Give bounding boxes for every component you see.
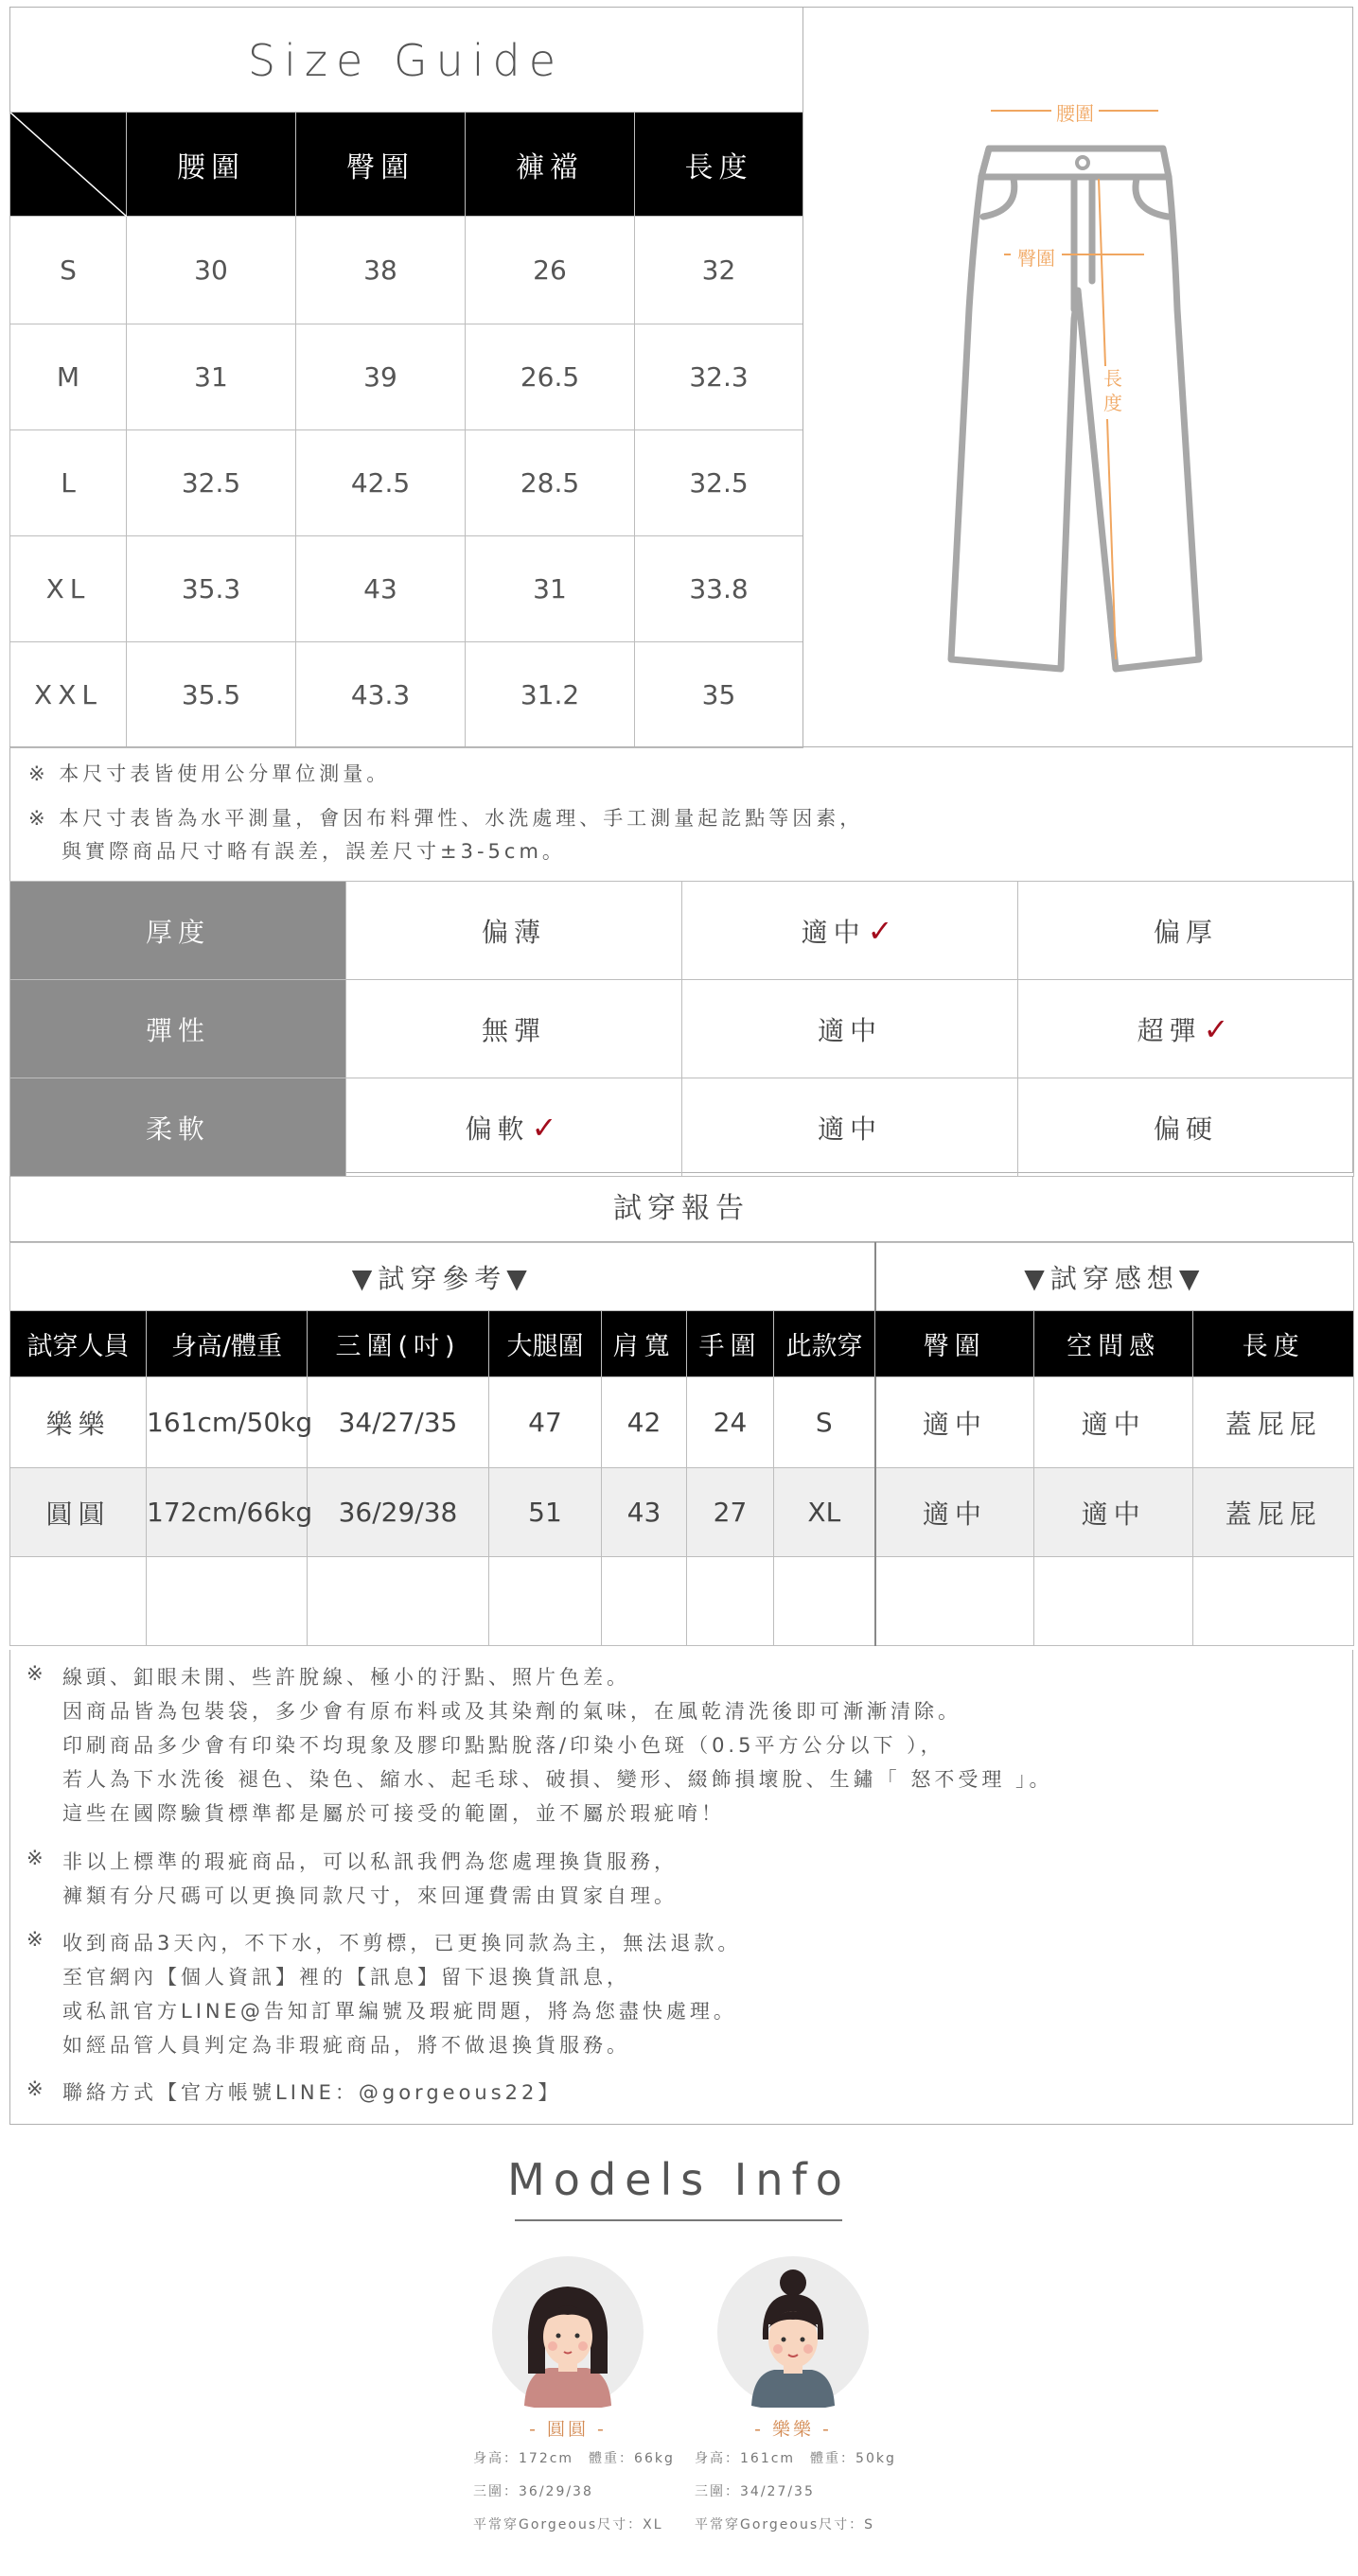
option-text: 適中 [801, 916, 866, 948]
size-value: 35 [635, 642, 803, 748]
cell: 161cm/50kg [147, 1377, 308, 1468]
size-note-line: ※ 本尺寸表皆為水平測量，會因布料彈性、水洗處理、手工測量起訖點等因素， [28, 807, 864, 830]
fabric-label: 柔軟 [10, 1078, 346, 1177]
col-header: 長度 [1193, 1311, 1354, 1377]
model-stat: 三圍：34/27/35 [695, 2484, 815, 2499]
policy-line [26, 2030, 1342, 2077]
cell [147, 1557, 308, 1646]
policy-line [26, 1696, 1342, 1730]
size-guide-title: Size Guide [247, 35, 565, 86]
size-value: 35.5 [127, 642, 296, 748]
size-value: 38 [296, 217, 466, 324]
note-mark: ※ [26, 2077, 47, 2100]
fabric-row-thickness [10, 882, 1354, 980]
table-row [10, 1377, 1354, 1468]
cell: 適中 [875, 1377, 1034, 1468]
size-note-line: 與實際商品尺寸略有誤差，誤差尺寸±3-5cm。 [62, 840, 566, 863]
fabric-option [346, 882, 682, 980]
option-text: 偏厚 [1153, 916, 1218, 948]
avatar [454, 2256, 681, 2408]
size-value: 33.8 [635, 536, 803, 642]
model-stat: 三圍：36/29/38 [473, 2484, 593, 2499]
option-text: 適中 [817, 1113, 882, 1145]
cell: 24 [687, 1377, 774, 1468]
size-label: XL [10, 536, 127, 642]
option-text: 超彈 [1137, 1014, 1202, 1046]
cell: XL [774, 1468, 875, 1557]
col-header-hip: 臀圍 [296, 113, 466, 217]
table-row [10, 324, 803, 430]
note-text: 褲類有分尺碼可以更換同款尺寸，來回運費需由買家自理。 [62, 1884, 678, 1907]
size-value: 30 [127, 217, 296, 324]
col-header: 空間感 [1034, 1311, 1193, 1377]
model-name: - 圓圓 - [529, 2419, 607, 2440]
size-notes [9, 746, 1353, 881]
cell: 51 [489, 1468, 602, 1557]
col-header: 試穿人員 [10, 1311, 147, 1377]
size-value: 31 [127, 324, 296, 430]
option-text: 偏硬 [1153, 1113, 1218, 1145]
check-mark-icon: ✓ [531, 1109, 563, 1146]
note-text: 因商品皆為包裝袋，多少會有原布料或及其染劑的氣味，在風乾清洗後即可漸漸清除。 [62, 1700, 961, 1723]
table-row [10, 217, 803, 324]
avatar [679, 2256, 907, 2408]
pants-diagram-panel [802, 7, 1353, 746]
size-label: S [10, 217, 127, 324]
size-label: M [10, 324, 127, 430]
cell: 27 [687, 1468, 774, 1557]
models-title: Models Info [507, 2154, 851, 2205]
policy-line [26, 1881, 1342, 1928]
policy-line [26, 1798, 1342, 1847]
size-value: 39 [296, 324, 466, 430]
size-note-line: ※ 本尺寸表皆使用公分單位測量。 [28, 762, 391, 785]
policy-line [26, 1928, 1342, 1962]
size-value: 32.5 [127, 430, 296, 536]
cell [308, 1557, 489, 1646]
note-text: 印刷商品多少會有印染不均現象及膠印點點脫落/印染小色斑（0.5平方公分以下 ）， [62, 1734, 944, 1757]
cell: 47 [489, 1377, 602, 1468]
cell [774, 1557, 875, 1646]
size-value: 43 [296, 536, 466, 642]
model-stat: 平常穿Gorgeous尺寸：S [695, 2517, 875, 2532]
note-text: 或私訊官方LINE@告知訂單編號及瑕疵問題，將為您盡快處理。 [62, 2000, 737, 2023]
cell: 34/27/35 [308, 1377, 489, 1468]
fabric-table [9, 881, 1354, 1177]
policy-line [26, 2077, 1342, 2112]
feel-title: ▼試穿感想▼ [875, 1243, 1354, 1311]
policy-line [26, 1996, 1342, 2030]
cell [1034, 1557, 1193, 1646]
fabric-option [1018, 980, 1354, 1078]
cell: 適中 [1034, 1377, 1193, 1468]
cell [875, 1557, 1034, 1646]
col-header: 臀圍 [875, 1311, 1034, 1377]
table-row [10, 536, 803, 642]
note-text: 收到商品3天內，不下水，不剪標，已更換同款為主，無法退款。 [62, 1932, 742, 1954]
fabric-label: 厚度 [10, 882, 346, 980]
size-value: 26 [466, 217, 635, 324]
col-header: 肩寬 [602, 1311, 687, 1377]
size-value: 31 [466, 536, 635, 642]
policy-line [26, 1662, 1342, 1696]
fabric-option [682, 980, 1018, 1078]
policy-line [26, 1847, 1342, 1881]
model-stat: 平常穿Gorgeous尺寸：XL [473, 2517, 663, 2532]
fabric-option [346, 1078, 682, 1177]
option-text: 無彈 [481, 1014, 546, 1046]
fabric-option [1018, 882, 1354, 980]
size-table [9, 112, 803, 748]
note-text: 這些在國際驗貨標準都是屬於可接受的範圍，並不屬於瑕疵唷！ [62, 1802, 725, 1825]
option-text: 偏薄 [481, 916, 546, 948]
note-mark: ※ [26, 1928, 47, 1951]
cell [10, 1557, 147, 1646]
size-value: 26.5 [466, 324, 635, 430]
col-header-length: 長度 [635, 113, 803, 217]
size-value: 42.5 [296, 430, 466, 536]
cell: 適中 [1034, 1468, 1193, 1557]
size-value: 28.5 [466, 430, 635, 536]
size-value: 43.3 [296, 642, 466, 748]
cell [602, 1557, 687, 1646]
size-value: 32.5 [635, 430, 803, 536]
cell: S [774, 1377, 875, 1468]
check-mark-icon: ✓ [1203, 1010, 1235, 1047]
length-label: 長度 [1103, 367, 1122, 414]
col-header-waist: 腰圍 [127, 113, 296, 217]
policy-line [26, 1730, 1342, 1764]
fabric-option [346, 980, 682, 1078]
cell: 適中 [875, 1468, 1034, 1557]
size-value: 32 [635, 217, 803, 324]
reference-title: ▼試穿參考▼ [10, 1243, 875, 1311]
col-header-rise: 褲襠 [466, 113, 635, 217]
note-text: 非以上標準的瑕疵商品，可以私訊我們為您處理換貨服務， [62, 1850, 678, 1873]
note-mark: ※ [26, 1662, 47, 1685]
cell: 蓋屁屁 [1193, 1468, 1354, 1557]
diagonal-line [10, 113, 127, 217]
col-header: 大腿圍 [489, 1311, 602, 1377]
cell: 樂樂 [10, 1377, 147, 1468]
policy-line [26, 1764, 1342, 1798]
policy-line [26, 1962, 1342, 1996]
fabric-label: 彈性 [10, 980, 346, 1078]
table-row [10, 642, 803, 748]
fabric-row-softness [10, 1078, 1354, 1177]
col-header: 手圍 [687, 1311, 774, 1377]
corner-cell [10, 113, 127, 217]
note-text: 至官網內【個人資訊】裡的【訊息】留下退換貨訊息， [62, 1966, 630, 1989]
model-card-lele [679, 2256, 907, 2540]
table-row [10, 430, 803, 536]
policy-notes [26, 1662, 1342, 2112]
option-text: 偏軟 [465, 1113, 530, 1145]
model-name: - 樂樂 - [754, 2419, 832, 2440]
note-mark: ※ [26, 1847, 47, 1869]
note-text: 如經品管人員判定為非瑕疵商品，將不做退換貨服務。 [62, 2034, 630, 2057]
cell [687, 1557, 774, 1646]
note-text: 若人為下水洗後 褪色、染色、縮水、起毛球、破損、變形、綴飾損壞脫、生鏽「 怒不受理 」。 [62, 1768, 1053, 1791]
col-header: 此款穿 [774, 1311, 875, 1377]
model-card-yuanyuan [454, 2256, 681, 2540]
cell: 43 [602, 1468, 687, 1557]
model-stat: 身高：172cm 體重：66kg [473, 2451, 675, 2466]
cell: 圓圓 [10, 1468, 147, 1557]
cell: 36/29/38 [308, 1468, 489, 1557]
col-header: 三圍(吋) [308, 1311, 489, 1377]
cell: 42 [602, 1377, 687, 1468]
table-row [10, 1468, 1354, 1557]
option-text: 適中 [817, 1014, 882, 1046]
waist-label: 腰圍 [1056, 102, 1094, 125]
hip-label: 臀圍 [1017, 247, 1055, 270]
cell [1193, 1557, 1354, 1646]
fabric-option [682, 1078, 1018, 1177]
fitting-table [9, 1242, 1354, 1646]
size-value: 35.3 [127, 536, 296, 642]
col-header: 身高/體重 [147, 1311, 308, 1377]
size-value: 31.2 [466, 642, 635, 748]
note-text: 聯絡方式【官方帳號LINE：@gorgeous22】 [62, 2081, 562, 2104]
fabric-row-elasticity [10, 980, 1354, 1078]
fitting-report-title: 試穿報告 [9, 1176, 1353, 1242]
fabric-option [1018, 1078, 1354, 1177]
cell [489, 1557, 602, 1646]
cell: 172cm/66kg [147, 1468, 308, 1557]
fabric-option [682, 882, 1018, 980]
note-text: 線頭、釦眼未開、些許脫線、極小的汙點、照片色差。 [62, 1666, 630, 1689]
cell: 蓋屁屁 [1193, 1377, 1354, 1468]
check-mark-icon: ✓ [867, 912, 899, 949]
table-row-empty [10, 1557, 1354, 1646]
model-stat: 身高：161cm 體重：50kg [695, 2451, 896, 2466]
models-title-underline [515, 2219, 842, 2221]
size-label: XXL [10, 642, 127, 748]
size-value: 32.3 [635, 324, 803, 430]
size-label: L [10, 430, 127, 536]
